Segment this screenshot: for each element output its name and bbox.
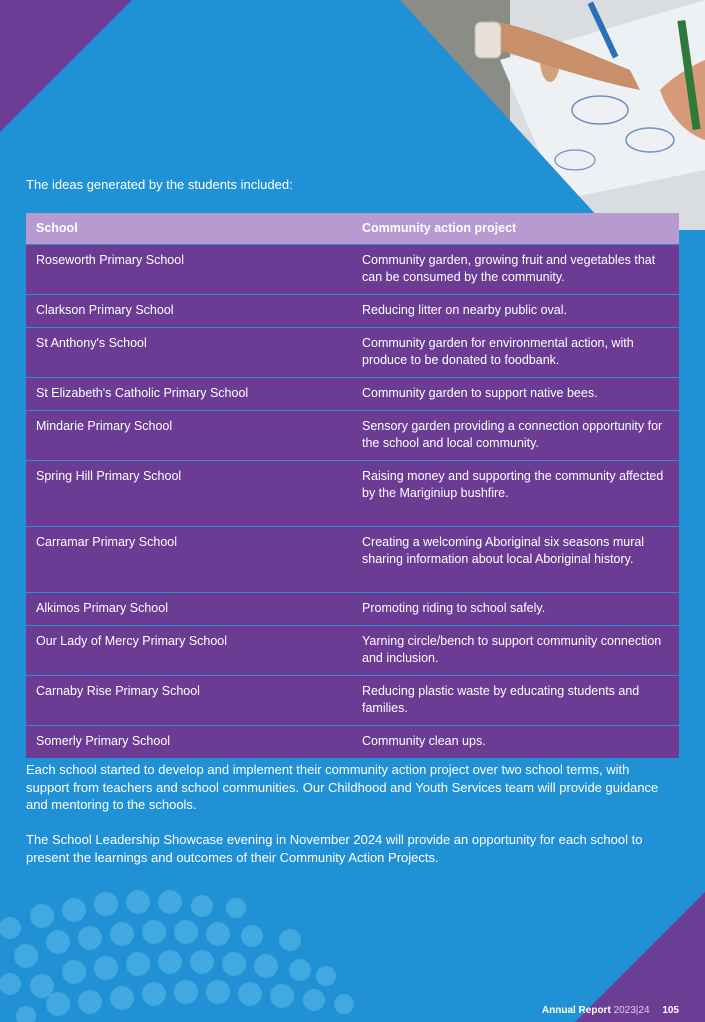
school-cell: Somerly Primary School (26, 726, 352, 759)
project-cell: Yarning circle/bench to support community connection and inclusion. (352, 626, 679, 676)
project-cell: Sensory garden providing a connection opportunity for the school and local community. (352, 411, 679, 461)
footer-year: 2023|24 (613, 1005, 650, 1016)
school-cell: Roseworth Primary School (26, 245, 352, 295)
school-cell: Carramar Primary School (26, 527, 352, 593)
corner-triangle-decoration (0, 0, 132, 132)
project-cell: Raising money and supporting the community affected by the Mariginiup bushfire. (352, 461, 679, 527)
table-row (26, 527, 679, 593)
table-row (26, 245, 679, 295)
school-cell: Alkimos Primary School (26, 593, 352, 626)
page-footer (542, 1005, 679, 1016)
school-cell: St Elizabeth's Catholic Primary School (26, 378, 352, 411)
table-row (26, 726, 679, 759)
project-cell: Promoting riding to school safely. (352, 593, 679, 626)
table-row (26, 626, 679, 676)
school-cell: Spring Hill Primary School (26, 461, 352, 527)
intro-text: The ideas generated by the students included: (26, 177, 293, 192)
corner-triangle-decoration (575, 892, 705, 1022)
body-paragraph: The School Leadership Showcase evening in November 2024 will provide an opportunity for each school to present the learnings and outcomes of their Community Action Projects. (26, 832, 643, 865)
project-cell: Community garden, growing fruit and vegetables that can be consumed by the community. (352, 245, 679, 295)
school-cell: Carnaby Rise Primary School (26, 676, 352, 726)
table-row (26, 411, 679, 461)
table-header-row (26, 213, 679, 245)
students-writing-photo (400, 0, 705, 230)
school-cell: Our Lady of Mercy Primary School (26, 626, 352, 676)
table-row (26, 295, 679, 328)
table-row (26, 461, 679, 527)
school-cell: Mindarie Primary School (26, 411, 352, 461)
school-cell: St Anthony's School (26, 328, 352, 378)
project-cell: Reducing litter on nearby public oval. (352, 295, 679, 328)
dot-pattern-decoration (0, 880, 380, 1022)
table-row (26, 676, 679, 726)
school-cell: Clarkson Primary School (26, 295, 352, 328)
project-cell: Community garden for environmental action, with produce to be donated to foodbank. (352, 328, 679, 378)
project-cell: Community garden to support native bees. (352, 378, 679, 411)
table-row (26, 593, 679, 626)
table-row (26, 328, 679, 378)
project-cell: Reducing plastic waste by educating students and families. (352, 676, 679, 726)
footer-report-title: Annual Report (541, 1005, 611, 1016)
table-row (26, 378, 679, 411)
community-projects-table (26, 213, 679, 758)
body-paragraph: Each school started to develop and implement their community action project over two school terms, with support from teachers and school communities. Our Childhood and Youth Services team will provide guidance and mentoring to the schools. (26, 762, 659, 812)
project-cell: Creating a welcoming Aboriginal six seasons mural sharing information about local Aboriginal history. (352, 527, 679, 593)
column-header-project: Community action project (352, 213, 679, 245)
column-header-school: School (26, 213, 352, 245)
project-cell: Community clean ups. (352, 726, 679, 759)
page-number: 105 (662, 1005, 679, 1016)
